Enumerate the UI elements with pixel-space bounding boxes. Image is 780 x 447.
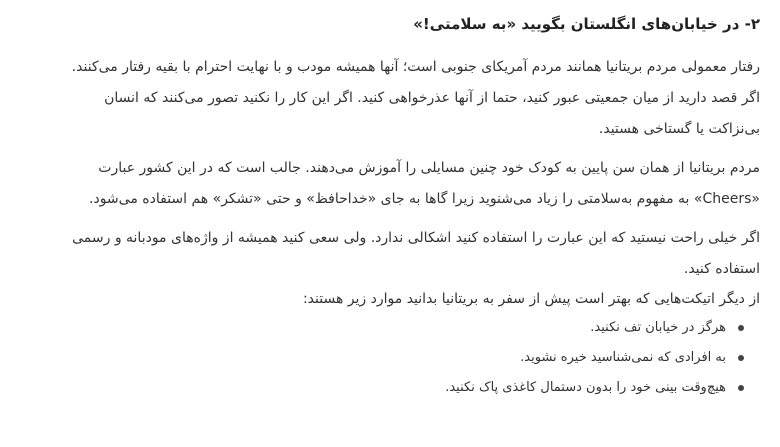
paragraph-line: رفتار معمولی مردم بریتانیا همانند مردم آمریکای جنوبی است؛ آنها همیشه مودب و با نهایت احترام با بقیه رفتار می‌کنند.	[71, 59, 760, 75]
paragraph-line: اگر قصد دارید از میان جمعیتی عبور کنید، حتما از آنها عذرخواهی کنید. اگر این کار را نکنید تصور می‌کنند که انسان	[104, 90, 760, 106]
paragraph-line: استفاده کنید.	[683, 261, 760, 277]
paragraph-line: اگر خیلی راحت نیستید که این عبارت را استفاده کنید اشکالی ندارد. ولی سعی کنید همیشه از واژه‌های مودبانه و رسمی	[72, 230, 760, 246]
paragraph-line: بی‌نزاکت یا گستاخی هستید.	[598, 121, 760, 137]
list-item: به افرادی که نمی‌شناسید خیره نشوید.	[20, 343, 744, 373]
paragraph-polite-words	[20, 223, 760, 285]
paragraph-manners	[20, 52, 760, 145]
section-heading: ۲- در خیابان‌های انگلستان بگویید «به سلامتی!»	[413, 15, 760, 33]
etiquette-intro: از دیگر اتیکت‌هایی که بهتر است پیش از سفر به بریتانیا بدانید موارد زیر هستند:	[302, 291, 760, 307]
list-item: هرگز در خیابان تف نکنید.	[20, 313, 744, 343]
paragraph-line: مردم بریتانیا از همان سن پایین به کودک خود چنین مسایلی را آموزش می‌دهند. جالب است که در این کشور عبارت	[98, 160, 760, 176]
etiquette-list	[20, 313, 760, 403]
paragraph-cheers	[20, 153, 760, 215]
paragraph-line: «Cheers» به مفهوم به‌سلامتی را زیاد می‌شنوید زیرا گاها به جای «خداحافظ» و حتی «تشکر» هم استفاده می‌شود.	[89, 191, 760, 207]
list-item: هیچ‌وقت بینی خود را بدون دستمال کاغذی پاک نکنید.	[20, 373, 744, 403]
